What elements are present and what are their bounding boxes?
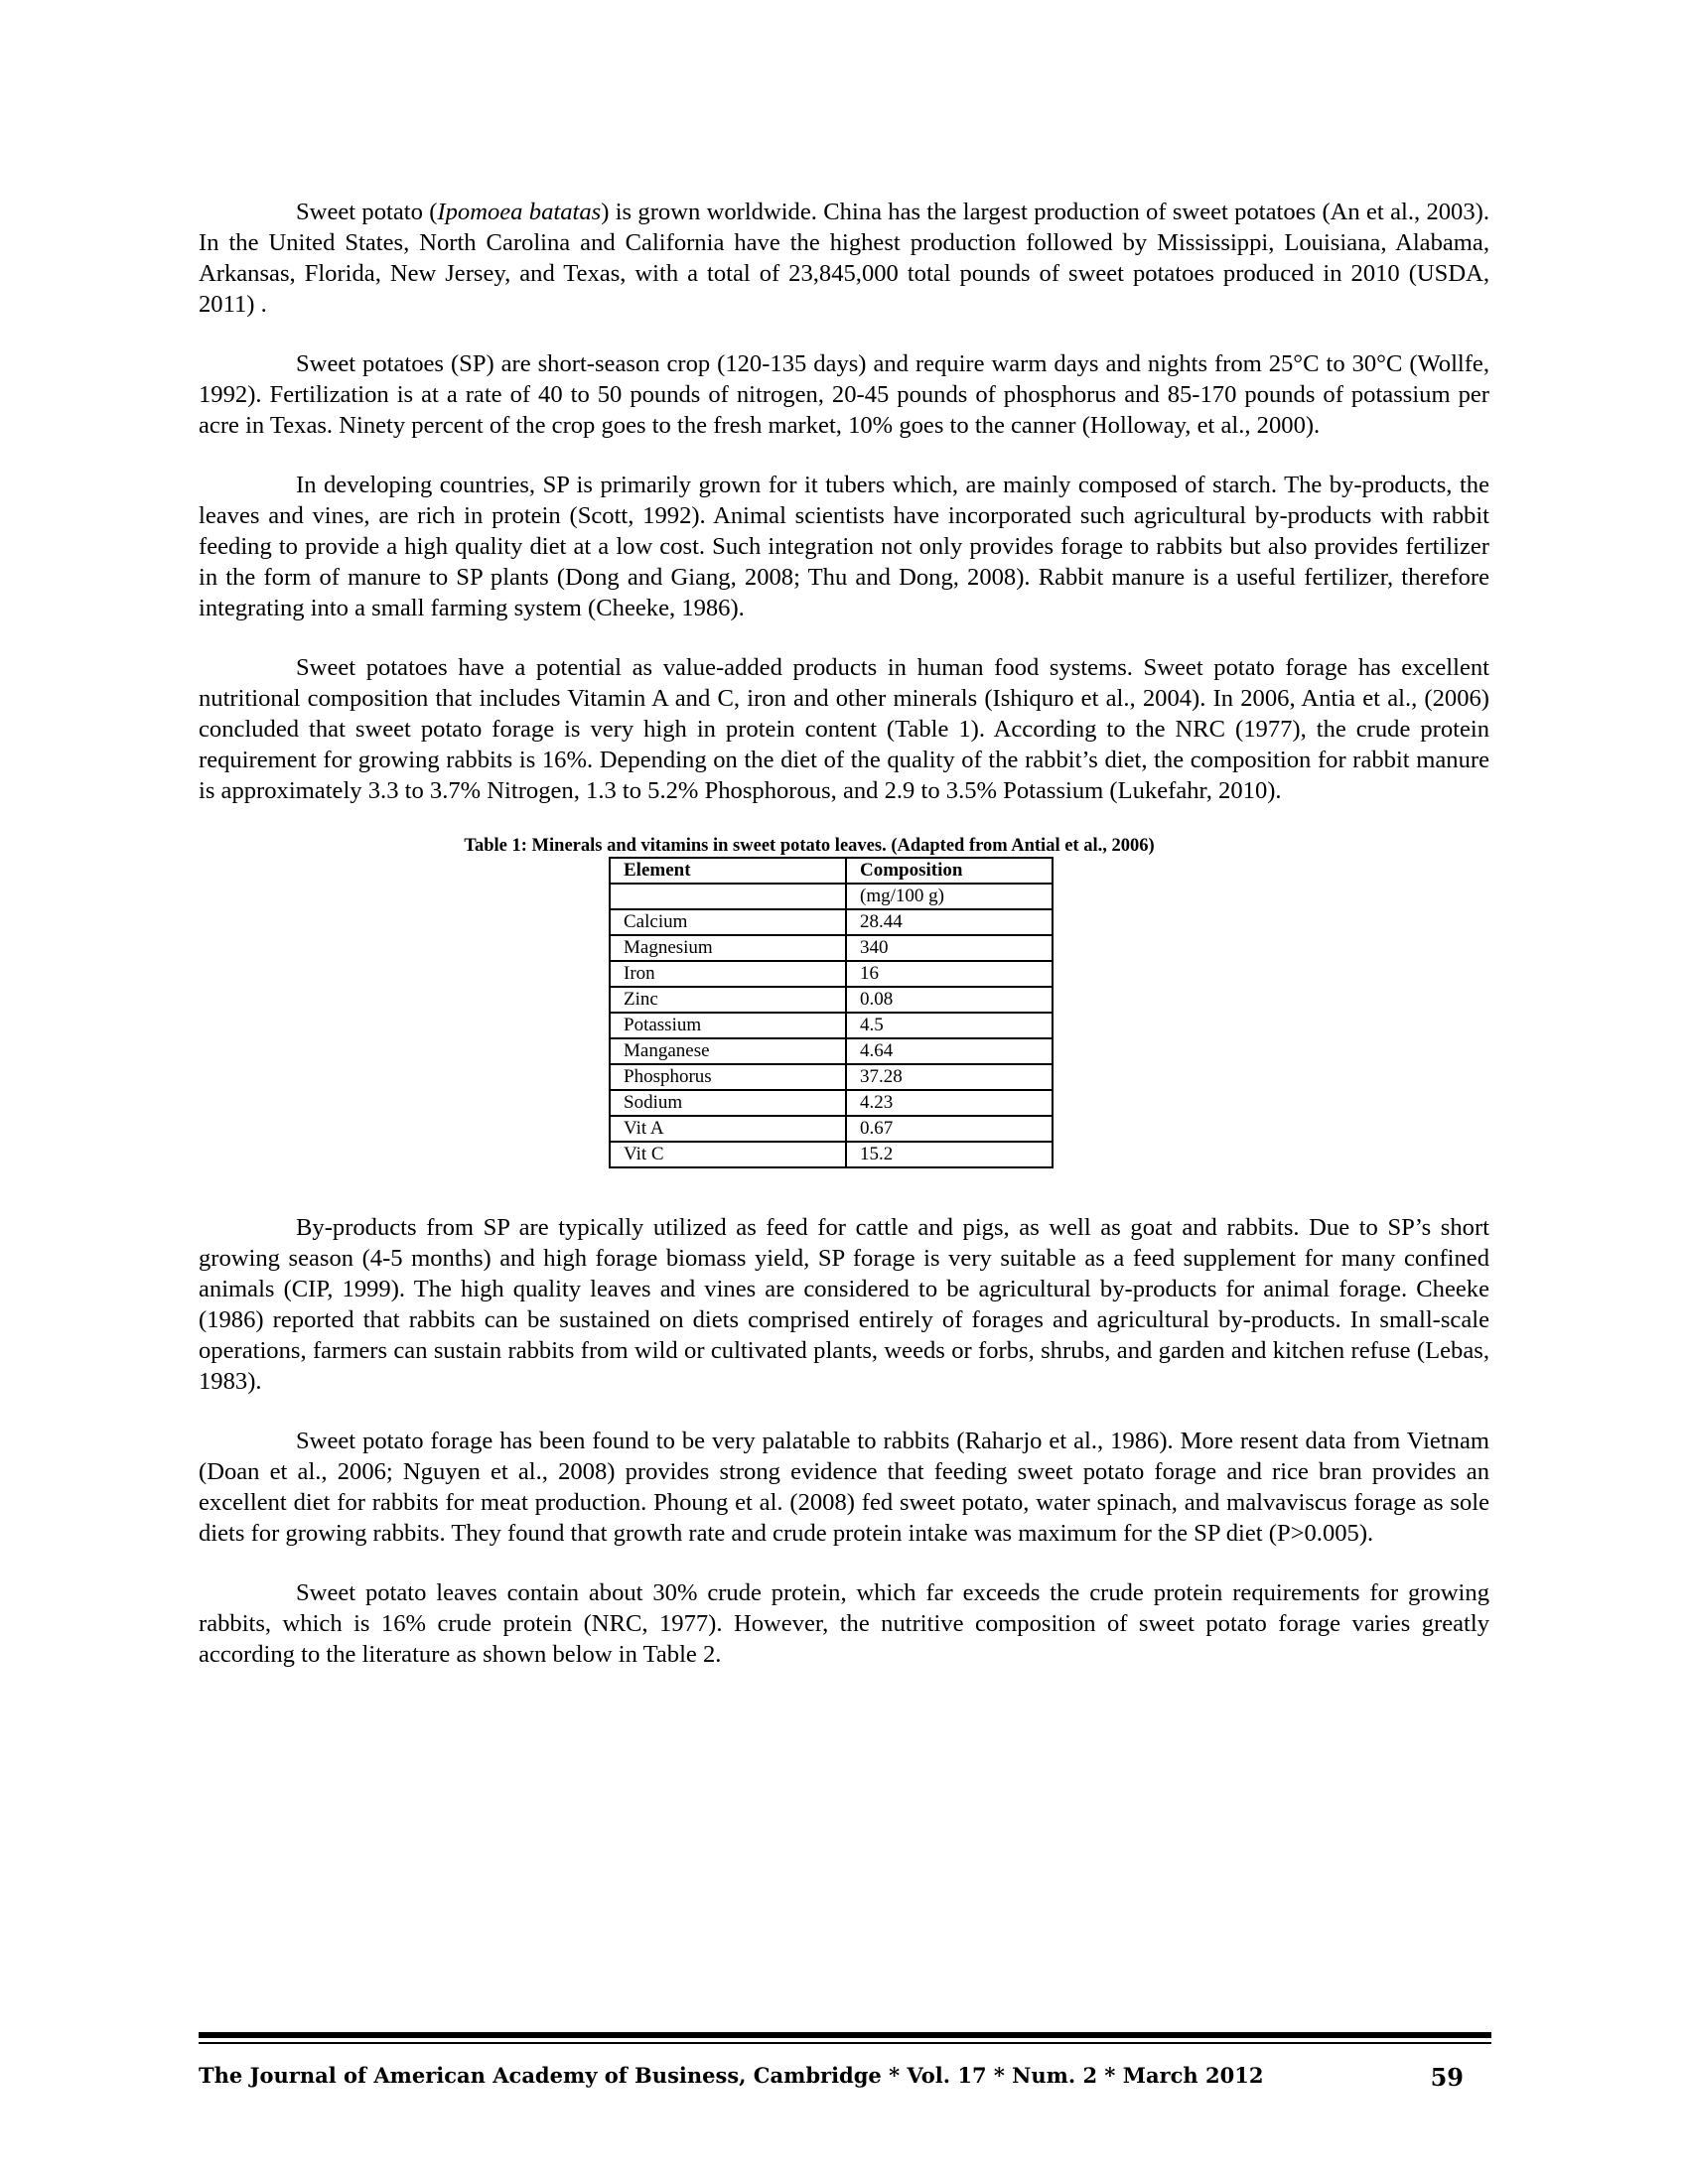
- table-row: [610, 1064, 1053, 1090]
- cell-element: Sodium: [610, 1090, 846, 1116]
- header-element: Element: [610, 858, 846, 884]
- cell-element: Phosphorus: [610, 1064, 846, 1090]
- minerals-table: [609, 857, 1054, 1168]
- cell-element: Calcium: [610, 909, 846, 935]
- paragraph-developing-countries: In developing countries, SP is primarily grown for it tubers which, are mainly composed of starch. The by-products, the leaves and vines, are rich in protein (Scott, 1992). Animal scientists have incorporated such agricultural by-products with rabbit feeding to provide a high quality diet at a low cost. Such integration not only provides forage to rabbits but also provides fertilizer in the form of manure to SP plants (Dong and Giang, 2008; Thu and Dong, 2008). Rabbit manure is a useful fertilizer, therefore integrating into a small farming system (Cheeke, 1986).: [199, 472, 1489, 621]
- cell-composition: 0.08: [846, 987, 1053, 1013]
- paragraph-crude-protein: Sweet potato leaves contain about 30% crude protein, which far exceeds the crude protein requirements for growing rabbits, which is 16% crude protein (NRC, 1977). However, the nutritive composition of sweet potato forage varies greatly according to the literature as shown below in Table 2.: [199, 1579, 1489, 1668]
- paragraph-text: Sweet potato (: [296, 199, 438, 225]
- table-row: [610, 1090, 1053, 1116]
- paragraph-by-products: By-products from SP are typically utilized as feed for cattle and pigs, as well as goat and rabbits. Due to SP’s short growing season (4-5 months) and high forage biomass yield, SP forage is very suitable as a feed supplement for many confined animals (CIP, 1999). The high quality leaves and vines are considered to be agricultural by-products for animal forage. Cheeke (1986) reported that rabbits can be sustained on diets comprised entirely of forages and agricultural by-products. In small-scale operations, farmers can sustain rabbits from wild or cultivated plants, weeds or forbs, shrubs, and garden and kitchen refuse (Lebas, 1983).: [199, 1214, 1489, 1395]
- header-composition: Composition: [846, 858, 1053, 884]
- cell-element: Magnesium: [610, 935, 846, 961]
- footer-rule: [199, 2032, 1491, 2038]
- table-row: [610, 935, 1053, 961]
- cell-element: Zinc: [610, 987, 846, 1013]
- table-row: [610, 961, 1053, 987]
- unit-row-element: [610, 884, 846, 909]
- table-header-row: [610, 858, 1053, 884]
- table-row: [610, 909, 1053, 935]
- table-1-block: [199, 835, 1489, 1168]
- cell-composition: 340: [846, 935, 1053, 961]
- paragraph-text: ) is grown worldwide. China has the largest production of sweet potatoes (An et al., 2003). In the United States, North Carolina and California have the highest production followed by Mississippi, Louisiana, Alabama, Arkansas, Florida, New Jersey, and Texas, with a total of 23,845,000 total pounds of sweet potatoes produced in 2010 (USDA, 2011) .: [199, 199, 1489, 318]
- table-body: [610, 858, 1053, 1167]
- cell-composition: 15.2: [846, 1142, 1053, 1167]
- table-caption: Table 1: Minerals and vitamins in sweet potato leaves. (Adapted from Antial et al., 2006): [464, 836, 1155, 856]
- table-row: [610, 1142, 1053, 1167]
- table-row: [610, 987, 1053, 1013]
- cell-element: Iron: [610, 961, 846, 987]
- cell-composition: 4.5: [846, 1013, 1053, 1038]
- paragraph-value-added: Sweet potatoes have a potential as value-added products in human food systems. Sweet potato forage has excellent nutritional composition that includes Vitamin A and C, iron and other minerals (Ishiquro et al., 2004). In 2006, Antia et al., (2006) concluded that sweet potato forage is very high in protein content (Table 1). According to the NRC (1977), the crude protein requirement for growing rabbits is 16%. Depending on the diet of the quality of the rabbit’s diet, the composition for rabbit manure is approximately 3.3 to 3.7% Nitrogen, 1.3 to 5.2% Phosphorous, and 2.9 to 3.5% Potassium (Lukefahr, 2010).: [199, 654, 1489, 804]
- cell-composition: 16: [846, 961, 1053, 987]
- table-row: [610, 1013, 1053, 1038]
- cell-element: Vit C: [610, 1142, 846, 1167]
- cell-composition: 4.23: [846, 1090, 1053, 1116]
- cell-composition: 37.28: [846, 1064, 1053, 1090]
- cell-element: Vit A: [610, 1116, 846, 1142]
- page-content: [199, 197, 1489, 1670]
- journal-citation: The Journal of American Academy of Business, Cambridge * Vol. 17 * Num. 2 * March 2012: [199, 2063, 1264, 2088]
- paragraph-growing-conditions: Sweet potatoes (SP) are short-season crop (120-135 days) and require warm days and nights from 25°C to 30°C (Wollfe, 1992). Fertilization is at a rate of 40 to 50 pounds of nitrogen, 20-45 pounds of phosphorus and 85-170 pounds of potassium per acre in Texas. Ninety percent of the crop goes to the fresh market, 10% goes to the canner (Holloway, et al., 2000).: [199, 350, 1489, 439]
- page-number: 59: [1430, 2063, 1464, 2092]
- table-row: [610, 1038, 1053, 1064]
- species-name: Ipomoea batatas: [437, 199, 602, 225]
- footer-rule-thin: [199, 2042, 1491, 2044]
- table-row: [610, 1116, 1053, 1142]
- cell-element: Potassium: [610, 1013, 846, 1038]
- cell-composition: 28.44: [846, 909, 1053, 935]
- table-unit-row: [610, 884, 1053, 909]
- cell-element: Manganese: [610, 1038, 846, 1064]
- paragraph-palatability: Sweet potato forage has been found to be very palatable to rabbits (Raharjo et al., 1986). More resent data from Vietnam (Doan et al., 2006; Nguyen et al., 2008) provides strong evidence that feeding sweet potato forage and rice bran provides an excellent diet for rabbits for meat production. Phoung et al. (2008) fed sweet potato, water spinach, and malvaviscus forage as sole diets for growing rabbits. They found that growth rate and crude protein intake was maximum for the SP diet (P>0.005).: [199, 1428, 1489, 1547]
- cell-composition: 0.67: [846, 1116, 1053, 1142]
- paragraph-sweet-potato-intro: [199, 197, 1489, 320]
- cell-composition: 4.64: [846, 1038, 1053, 1064]
- unit-row-composition: (mg/100 g): [846, 884, 1053, 909]
